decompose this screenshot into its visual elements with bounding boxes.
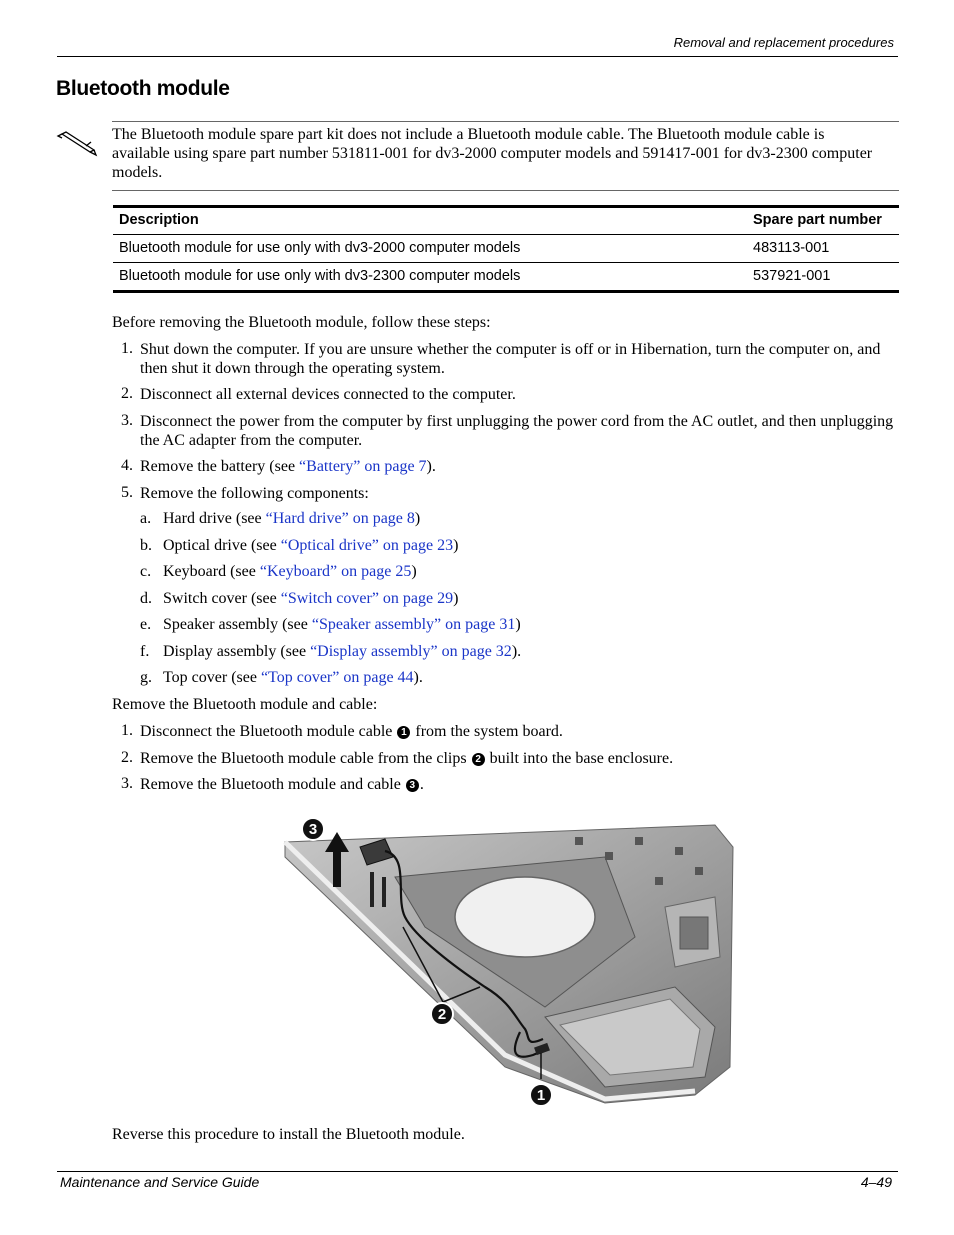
step-text-post: ). [426, 458, 436, 475]
step-number: 2. [121, 749, 133, 766]
section-title: Bluetooth module [56, 77, 230, 100]
header-rule [57, 56, 898, 57]
step-number: 1. [121, 340, 133, 357]
closing-paragraph: Reverse this procedure to install the Bluetooth module. [112, 1126, 465, 1143]
step-number: 3. [121, 412, 133, 429]
substep-letter: c. [140, 563, 152, 580]
step-text: Disconnect the power from the computer by first unplugging the power cord from the AC outlet, and then unplugging the AC adapter from the computer. [140, 413, 894, 449]
hard-drive-link[interactable]: “Hard drive” on page 8 [265, 510, 415, 527]
table-row [113, 263, 899, 292]
footer-rule [57, 1171, 898, 1172]
substep-text-pre: Optical drive (see [163, 537, 281, 554]
step-text-pre: Remove the Bluetooth module and cable [140, 776, 405, 793]
step-text-pre: Disconnect the Bluetooth module cable [140, 723, 397, 740]
table-cell-part-number: 537921-001 [747, 263, 899, 292]
footer-guide-title: Maintenance and Service Guide [60, 1174, 260, 1190]
step-text-pre: Remove the battery (see [140, 458, 300, 475]
substep-text-post: ). [511, 643, 522, 660]
figure-callout-2: 2 [437, 1006, 447, 1023]
substep-text [163, 669, 423, 687]
switch-cover-link[interactable]: “Switch cover” on page 29 [280, 590, 454, 607]
running-header: Removal and replacement procedures [673, 35, 894, 50]
note-rule-top [112, 121, 899, 122]
step-text-pre: Remove the Bluetooth module cable from the clips [140, 750, 471, 767]
substep-text-post: ) [414, 510, 421, 527]
substep-text-post: ) [453, 590, 459, 607]
step-number: 4. [121, 457, 133, 474]
keyboard-link[interactable]: “Keyboard” on page 25 [259, 563, 412, 580]
substep-letter: d. [140, 590, 152, 607]
table-cell-description: Bluetooth module for use only with dv3-2000 computer models [113, 235, 747, 263]
step-text [140, 722, 900, 741]
substep-letter: a. [140, 510, 152, 527]
substep-text-pre: Keyboard (see [163, 563, 260, 580]
optical-drive-link[interactable]: “Optical drive” on page 23 [280, 537, 454, 554]
substep-text [163, 510, 420, 528]
speaker-assembly-link[interactable]: “Speaker assembly” on page 31 [311, 616, 516, 633]
substep-text-pre: Switch cover (see [163, 590, 281, 607]
step-text [140, 775, 900, 794]
step-text: Disconnect all external devices connected to the computer. [140, 386, 516, 403]
substep-letter: g. [140, 669, 152, 686]
step-number: 5. [121, 484, 133, 501]
table-row [113, 235, 899, 263]
substep-text [163, 643, 521, 661]
footer-page-number: 4–49 [860, 1174, 892, 1190]
callout-1-icon: 1 [397, 726, 410, 739]
substep-text-pre: Hard drive (see [163, 510, 266, 527]
callout-3-icon: 3 [406, 779, 419, 792]
callout-2-icon: 2 [472, 753, 485, 766]
substep-text [163, 563, 417, 581]
substep-letter: f. [140, 643, 150, 660]
bluetooth-removal-figure [275, 817, 737, 1110]
substep-text-pre: Speaker assembly (see [163, 616, 312, 633]
step-text-post: from the system board. [411, 723, 563, 740]
step-text-post: . [419, 776, 424, 793]
substep-letter: b. [140, 537, 152, 554]
table-cell-description: Bluetooth module for use only with dv3-2300 computer models [113, 263, 747, 292]
substep-text [163, 616, 521, 634]
figure-callout-3: 3 [308, 821, 318, 838]
table-header-row [113, 207, 899, 235]
spare-parts-table [113, 205, 899, 293]
intro-paragraph: Before removing the Bluetooth module, follow these steps: [112, 314, 491, 331]
note-rule-bottom [112, 190, 899, 191]
table-cell-part-number: 483113-001 [747, 235, 899, 263]
col-header-spare-part-number: Spare part number [747, 207, 899, 235]
substep-text-post: ) [453, 537, 459, 554]
step-text [140, 749, 900, 768]
step-text-post: built into the base enclosure. [485, 750, 674, 767]
substep-text-post: ) [515, 616, 521, 633]
battery-link[interactable]: “Battery” on page 7 [299, 458, 427, 475]
substep-text-post: ). [413, 669, 423, 686]
substep-text [163, 537, 458, 555]
step-text: Remove the following components: [140, 485, 369, 502]
substep-text [163, 590, 458, 608]
step-number: 1. [121, 722, 133, 739]
note-text: The Bluetooth module spare part kit does not include a Bluetooth module cable. The Bluetooth module cable is available using spare part number 531811-001 for dv3-2000 computer models and 591417-001 for dv3-2300 computer models. [112, 126, 873, 181]
note-pencil-icon [56, 128, 106, 158]
step-text: Shut down the computer. If you are unsure whether the computer is off or in Hibernation, turn the computer on, and then shut it down through the operating system. [140, 341, 881, 377]
substep-text-pre: Display assembly (see [163, 643, 311, 660]
step-number: 2. [121, 385, 133, 402]
step-number: 3. [121, 775, 133, 792]
substep-letter: e. [140, 616, 152, 633]
top-cover-link[interactable]: “Top cover” on page 44 [260, 669, 414, 686]
substep-text-post: ) [411, 563, 417, 580]
col-header-description: Description [113, 207, 747, 235]
display-assembly-link[interactable]: “Display assembly” on page 32 [310, 643, 512, 660]
step-text [140, 457, 900, 476]
figure-callout-1: 1 [536, 1087, 546, 1104]
removal-intro: Remove the Bluetooth module and cable: [112, 696, 378, 713]
substep-text-pre: Top cover (see [163, 669, 261, 686]
